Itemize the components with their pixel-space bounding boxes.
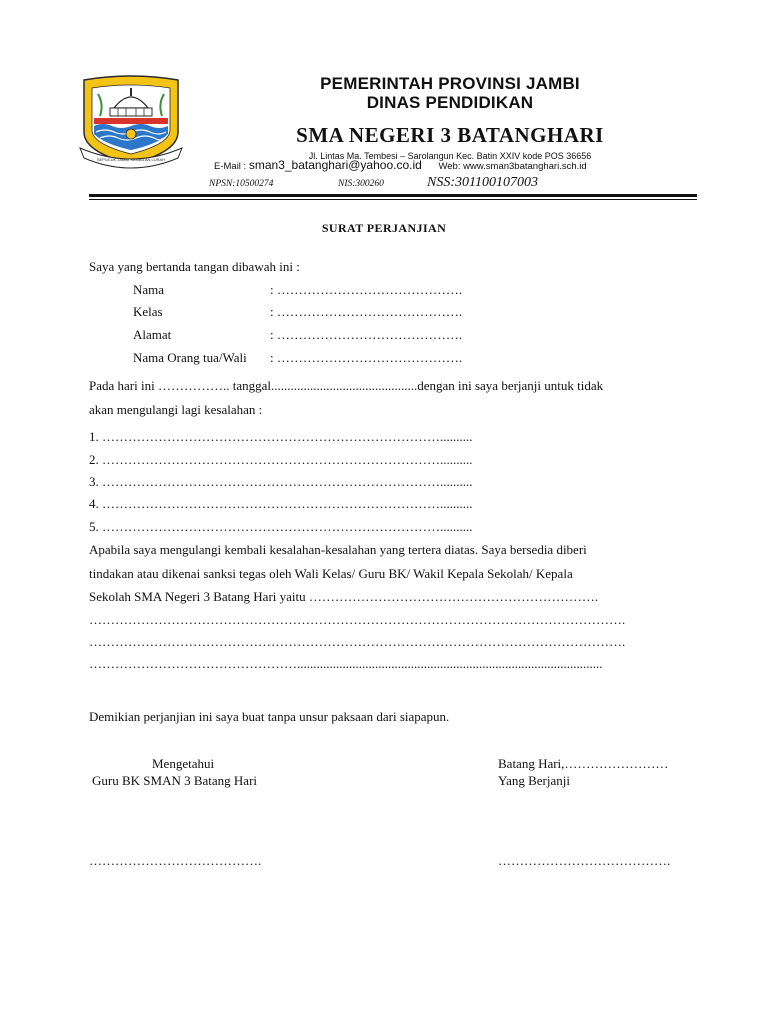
field-value-name: : ……………………………………. xyxy=(270,282,463,297)
signature-left-role: Guru BK SMAN 3 Batang Hari xyxy=(92,773,258,788)
date-line-text: Pada hari ini …………….. tanggal.............................................dengan ini saya berjanji untuk tidak xyxy=(89,378,604,393)
letterhead-school-name: SMA NEGERI 3 BATANGHARI xyxy=(296,123,604,147)
letterhead-rule-thin xyxy=(89,199,697,200)
agreement-paragraph-line1 xyxy=(89,542,696,558)
letterhead-government: PEMERINTAH PROVINSI JAMBI xyxy=(320,74,580,93)
letterhead-contact xyxy=(214,158,587,172)
date-line xyxy=(89,378,696,394)
signature-left-heading: Mengetahui xyxy=(152,756,215,771)
field-value-address: : ……………………………………. xyxy=(270,327,463,342)
agreement-text-2: tindakan atau dikenai sanksi tegas oleh Wali Kelas/ Guru BK/ Wakil Kepala Sekolah/ Kepala xyxy=(89,566,573,581)
field-label-guardian: Nama Orang tua/Wali xyxy=(133,350,247,365)
violation-item-3: 3. …………………………………………………………………….......... xyxy=(89,474,473,489)
agreement-paragraph-line2 xyxy=(89,566,696,582)
violation-item-1: 1. …………………………………………………………………….......... xyxy=(89,429,473,444)
signature-right-role: Yang Berjanji xyxy=(498,773,570,788)
violation-item-4: 4. …………………………………………………………………….......... xyxy=(89,496,473,511)
signature-right-line: …………………………………. xyxy=(498,853,671,868)
document-title: SURAT PERJANJIAN xyxy=(321,221,447,235)
email-label: E-Mail : xyxy=(214,161,247,172)
field-value-guardian: : ……………………………………. xyxy=(270,350,463,365)
agreement-text-1: Apabila saya mengulangi kembali kesalahan-kesalahan yang tertera diatas. Saya bersedia diberi xyxy=(89,542,587,557)
intro-text: Saya yang bertanda tangan dibawah ini : xyxy=(89,259,300,274)
letterhead-department: DINAS PENDIDIKAN xyxy=(366,93,534,112)
nss-number: NSS:301100107003 xyxy=(427,175,538,190)
letterhead-address: Jl. Lintas Ma. Tembesi – Sarolangun Kec. Batin XXIV kode POS 36656 xyxy=(308,151,592,161)
signature-place-date: Batang Hari,…………………… xyxy=(498,756,669,771)
letterhead-rule-thick xyxy=(89,194,697,197)
agreement-paragraph-line4: ……………………………………………………………………………………………………………. xyxy=(89,612,626,627)
website: Web: www.sman3batanghari.sch.id xyxy=(438,161,587,172)
letterhead-block xyxy=(190,74,710,162)
date-line-continuation: akan mengulangi lagi kesalahan : xyxy=(89,402,263,417)
agreement-paragraph-line5: ……………………………………………………………………………………………………………. xyxy=(89,634,626,649)
emblem-motto-text: SEPUCUK JAMBI SEMBILAN LURAH xyxy=(96,157,166,162)
violation-item-5: 5. …………………………………………………………………….......... xyxy=(89,519,473,534)
agreement-paragraph-line6: ………………………………………….............................................................................................. xyxy=(89,656,603,671)
field-label-address: Alamat xyxy=(133,327,172,342)
field-value-class: : ……………………………………. xyxy=(270,304,463,319)
agreement-paragraph-line3: Sekolah SMA Negeri 3 Batang Hari yaitu …………………………………………………………. xyxy=(89,589,599,604)
email-address: sman3_batanghari@yahoo.co.id xyxy=(248,158,422,172)
jambi-emblem-logo xyxy=(78,74,184,170)
nis-number: NIS:300260 xyxy=(338,179,384,189)
signature-left-line: …………………………………. xyxy=(89,853,262,868)
closing-statement: Demikian perjanjian ini saya buat tanpa unsur paksaan dari siapapun. xyxy=(89,709,450,724)
field-label-class: Kelas xyxy=(133,304,163,319)
field-label-name: Nama xyxy=(133,282,165,297)
npsn-number: NPSN:10500274 xyxy=(209,179,274,189)
violation-item-2: 2. …………………………………………………………………….......... xyxy=(89,452,473,467)
